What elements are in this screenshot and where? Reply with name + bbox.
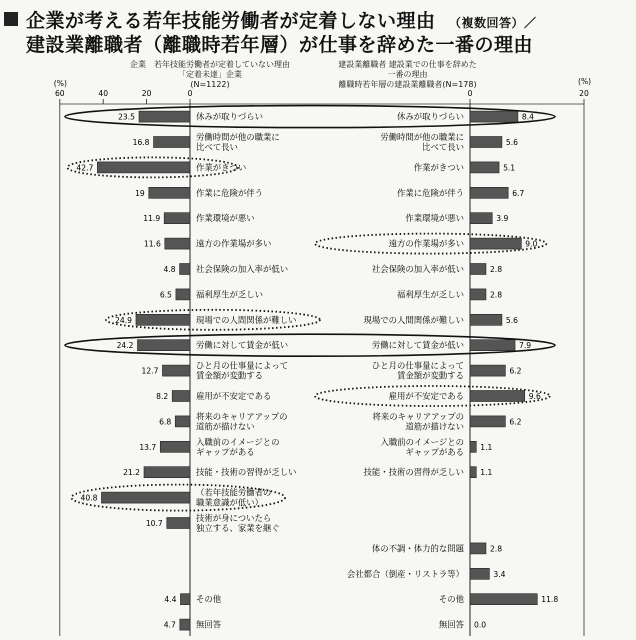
right-bar — [470, 365, 505, 376]
title-main: 企業が考える若年技能労働者が定着しない理由 — [26, 10, 436, 32]
right-value-label: 2.8 — [489, 544, 503, 554]
right-bar — [470, 238, 521, 249]
left-category-label: 比べて長い — [196, 142, 238, 152]
right-category-label: 労働時間が他の職業に — [380, 132, 464, 142]
left-category-label: 賃金額が変動する — [196, 370, 263, 381]
left-tick-label: 60 — [54, 89, 65, 98]
right-bar — [470, 162, 499, 173]
left-value-label: 6.8 — [159, 417, 172, 427]
left-bar — [167, 518, 190, 529]
right-category-label: 現場での人間関係が難しい — [363, 314, 464, 325]
right-bar — [470, 416, 505, 427]
left-category-label: ひと月の仕事量によって — [196, 360, 289, 371]
right-category-label: その他 — [438, 594, 464, 605]
right-value-label: 2.8 — [489, 265, 503, 274]
left-bar — [165, 238, 190, 249]
left-chart-title-line: (N=1122) — [190, 80, 230, 89]
left-bar — [144, 467, 190, 478]
right-bar — [470, 137, 502, 148]
right-category-label: 雇用が不安定である — [388, 391, 464, 401]
right-category-label: 将来のキャリアアップの — [372, 411, 464, 422]
left-bar — [160, 441, 190, 452]
left-category-label: 労働に対して賃金が低い — [196, 340, 289, 351]
left-value-label: 10.7 — [145, 519, 163, 528]
left-value-label: 42.7 — [76, 163, 94, 173]
right-bar — [470, 441, 476, 452]
right-bar — [470, 264, 486, 275]
left-bar — [176, 289, 190, 300]
right-category-label: 無回答 — [438, 619, 464, 630]
left-category-label: （若年技能労働者の — [196, 487, 272, 498]
right-value-label: 5.6 — [505, 138, 518, 147]
right-bar — [470, 187, 508, 198]
left-value-label: 23.5 — [118, 112, 136, 122]
left-bar — [164, 213, 190, 224]
left-tick-label: 0 — [187, 89, 193, 98]
left-value-label: 16.8 — [132, 138, 150, 147]
left-value-label: 11.9 — [143, 214, 161, 224]
right-value-label: 6.2 — [509, 417, 522, 427]
left-chart-title-line: 「定着未達」企業 — [178, 70, 242, 79]
right-category-label: ギャップがある — [405, 446, 464, 457]
left-bar — [172, 391, 190, 402]
right-bar — [470, 391, 525, 402]
right-category-label: 福利厚生が乏しい — [397, 289, 464, 300]
title-note: （複数回答）／ — [455, 16, 537, 30]
right-value-label: 9.6 — [528, 392, 541, 401]
right-value-label: 1.1 — [480, 468, 493, 478]
left-value-label: 24.9 — [115, 315, 132, 325]
right-bar — [470, 543, 486, 554]
right-value-label: 9.0 — [525, 239, 538, 249]
right-chart-title-line: 離職時若年層の建設業離職者(N=178) — [338, 80, 477, 89]
left-category-label: 福利厚生が乏しい — [196, 289, 263, 300]
left-category-label: 遠方の作業場が多い — [196, 238, 272, 249]
left-bar — [137, 340, 190, 351]
left-tick-label: 20 — [141, 89, 152, 98]
right-chart-title-line: 一番の理由 — [387, 70, 428, 79]
right-bar — [470, 594, 537, 605]
right-category-label: 道筋が描けない — [405, 421, 464, 432]
right-value-label: 3.9 — [496, 214, 509, 224]
right-value-label: 2.8 — [489, 290, 503, 300]
left-category-label: 無回答 — [196, 619, 222, 630]
right-category-label: 労働に対して賃金が低い — [371, 340, 464, 351]
right-category-label: 入職前のイメージとの — [380, 436, 464, 447]
left-category-label: 雇用が不安定である — [196, 391, 272, 401]
right-unit-label: (%) — [578, 77, 592, 86]
left-category-label: 労働時間が他の職業に — [196, 132, 280, 142]
left-bar — [180, 594, 190, 605]
right-bar — [470, 314, 502, 325]
left-tick-label: 40 — [98, 89, 109, 98]
left-bar — [162, 365, 190, 376]
right-category-label: 作業がきつい — [413, 162, 464, 173]
left-category-label: 技術が身についたら — [196, 513, 272, 523]
left-category-label: 作業がきつい — [196, 162, 247, 173]
left-value-label: 19 — [135, 188, 145, 198]
right-category-label: 会社都合（倒産・リストラ等） — [346, 568, 464, 579]
left-value-label: 40.8 — [80, 493, 98, 503]
left-category-label: 道筋が描けない — [196, 421, 255, 432]
left-category-label: 作業環境が悪い — [196, 213, 255, 224]
right-category-label: 社会保険の加入率が低い — [371, 264, 464, 274]
left-value-label: 8.2 — [156, 392, 169, 401]
right-bar — [470, 568, 489, 579]
right-category-label: ひと月の仕事量によって — [371, 360, 464, 371]
left-category-label: 技能・技術の習得が乏しい — [196, 467, 297, 478]
left-bar — [175, 416, 190, 427]
right-category-label: 休みが取りづらい — [397, 111, 464, 122]
left-category-label: 休みが取りづらい — [196, 111, 263, 122]
right-bar — [470, 289, 486, 300]
left-category-label: その他 — [196, 594, 222, 605]
left-category-label: 独立する、家業を継ぐ — [196, 523, 280, 533]
left-category-label: 入職前のイメージとの — [196, 436, 280, 447]
left-value-label: 4.8 — [163, 265, 176, 274]
right-bar — [470, 111, 518, 122]
left-chart-title-line: 企業 若年技能労働者が定着していない理由 — [130, 60, 290, 69]
left-value-label: 4.7 — [163, 620, 176, 630]
right-bar — [470, 340, 515, 351]
left-value-label: 11.6 — [143, 239, 161, 249]
left-value-label: 4.4 — [164, 595, 177, 605]
right-category-label: 技能・技術の習得が乏しい — [363, 467, 464, 478]
right-chart-title-line: 建設業離職者 建設業での仕事を辞めた — [338, 60, 477, 69]
right-tick-label: 20 — [579, 89, 589, 98]
right-category-label: 体の不調・体力的な問題 — [371, 543, 464, 554]
left-category-label: 将来のキャリアアップの — [196, 411, 288, 422]
left-bar — [180, 264, 190, 275]
left-value-label: 6.5 — [159, 290, 172, 300]
right-value-label: 5.1 — [503, 163, 516, 173]
right-category-label: 比べて長い — [422, 142, 464, 152]
left-bar — [180, 619, 190, 630]
right-value-label: 0.0 — [474, 620, 487, 630]
right-value-label: 11.8 — [541, 595, 559, 605]
left-category-label: 職業意識が低い） — [196, 497, 263, 508]
right-category-label: 作業環境が悪い — [405, 213, 464, 224]
left-bar — [149, 187, 190, 198]
right-bar — [470, 213, 492, 224]
left-bar — [139, 111, 190, 122]
left-category-label: ギャップがある — [196, 446, 255, 457]
right-value-label: 1.1 — [480, 442, 493, 452]
left-value-label: 13.7 — [139, 442, 157, 452]
left-value-label: 12.7 — [141, 366, 159, 376]
left-value-label: 24.2 — [116, 341, 134, 351]
left-bar — [97, 162, 190, 173]
left-category-label: 作業に危険が伴う — [196, 187, 263, 198]
right-value-label: 3.4 — [493, 569, 506, 579]
right-category-label: 作業に危険が伴う — [397, 187, 464, 198]
title-line-2: 建設業離職者（離職時若年層）が仕事を辞めた一番の理由 — [26, 34, 534, 56]
left-bar — [101, 492, 190, 503]
left-value-label: 21.2 — [123, 468, 140, 478]
right-tick-label: 0 — [467, 89, 473, 98]
right-value-label: 8.4 — [521, 112, 534, 122]
left-bar — [154, 137, 190, 148]
right-value-label: 6.7 — [512, 188, 525, 198]
left-bar — [136, 314, 190, 325]
right-category-label: 遠方の作業場が多い — [388, 238, 464, 249]
left-category-label: 現場での人間関係が難しい — [196, 314, 297, 325]
right-value-label: 6.2 — [509, 366, 522, 376]
left-category-label: 社会保険の加入率が低い — [196, 264, 289, 274]
right-category-label: 賃金額が変動する — [397, 370, 464, 381]
right-value-label: 5.6 — [505, 315, 518, 325]
right-value-label: 7.9 — [519, 341, 532, 351]
left-unit-label: (%) — [53, 79, 67, 88]
right-bar — [470, 467, 476, 478]
